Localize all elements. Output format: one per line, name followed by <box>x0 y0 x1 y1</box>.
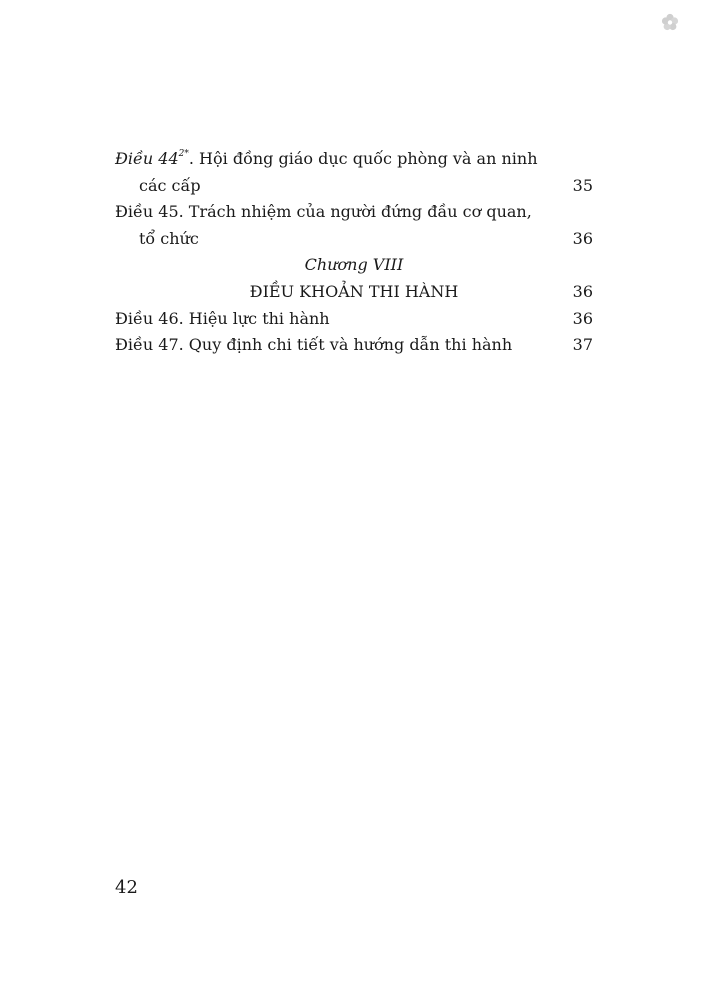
flower-mark-icon <box>660 12 680 32</box>
toc-entry-46 <box>115 306 593 333</box>
toc-entry-title: Điều 45. Trách nhiệm của người đứng đầu cơ quan, <box>115 202 532 222</box>
toc-entry-45-line2 <box>115 226 593 253</box>
toc-entry-prefix-italic: Điều 44 <box>115 149 179 168</box>
chapter-label-text: Chương VIII <box>304 255 404 275</box>
toc-entry-44-line1 <box>115 146 593 173</box>
toc-entry-title-rest: . Hội đồng giáo dục quốc phòng và an ninh <box>188 149 538 168</box>
toc-entry-title-continued: tổ chức <box>139 228 199 248</box>
chapter-title: ĐIỀU KHOẢN THI HÀNH <box>249 281 459 301</box>
toc-entry-page-number: 36 <box>572 228 593 248</box>
toc-entry-44-line2 <box>115 173 593 200</box>
toc-entry-45-line1 <box>115 199 593 226</box>
toc-entry-title: Điều 47. Quy định chi tiết và hướng dẫn thi hành <box>115 335 513 355</box>
chapter-title-row <box>115 279 593 306</box>
chapter-page-number: 36 <box>572 281 593 301</box>
toc-entry-page-number: 36 <box>572 308 593 328</box>
toc-entry-title-continued: các cấp <box>139 175 201 195</box>
chapter-label <box>115 252 593 279</box>
toc-entry-47 <box>115 332 593 359</box>
page-number: 42 <box>115 877 138 898</box>
toc-entry-title: Điều 46. Hiệu lực thi hành <box>115 308 330 328</box>
table-of-contents <box>115 146 593 359</box>
toc-entry-page-number: 35 <box>572 175 593 195</box>
toc-entry-superscript: 2* <box>178 149 189 159</box>
toc-entry-page-number: 37 <box>572 335 593 355</box>
toc-entry-title <box>115 146 538 173</box>
